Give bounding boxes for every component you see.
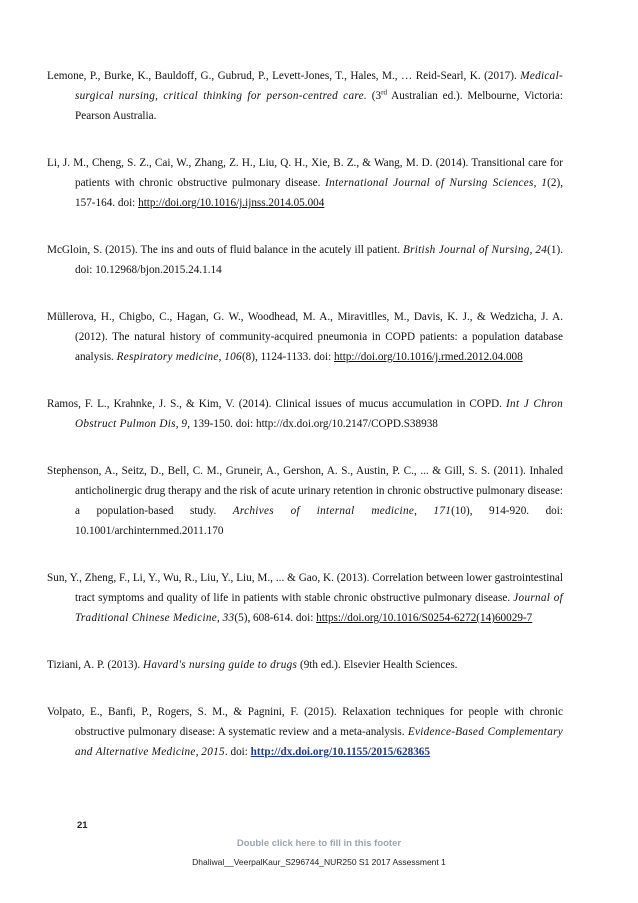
- reference-entry: Volpato, E., Banfi, P., Rogers, S. M., & Pagnini, F. (2015). Relaxation techniques for people with chronic obstructive pulmonary disease: A systematic review and a meta-analysis. Evidence-Based Complementary and Alternative Medicine, 2015. doi: http://dx.doi.org/10.1155/2015/628365: [47, 706, 564, 758]
- reference-entry: Stephenson, A., Seitz, D., Bell, C. M., Gruneir, A., Gershon, A. S., Austin, P. C., ... & Gill, S. S. (2011). Inhaled anticholinergic drug therapy and the risk of acute urinary retention in chronic obstructive pulmonary disease: a population-based study. Archives of internal medicine, 171(10), 914-920. doi: 10.1001/archinternmed.2011.170: [47, 465, 563, 537]
- reference-entry: Tiziani, A. P. (2013). Havard's nursing guide to drugs (9th ed.). Elsevier Health Sciences.: [47, 659, 458, 671]
- reference-entry: Lemone, P., Burke, K., Bauldoff, G., Gubrud, P., Levett-Jones, T., Hales, M., … Reid-Searl, K. (2017). Medical-surgical nursing, critical thinking for person-centred care. (3rd Australian ed.). Melbourne, Victoria: Pearson Australia.: [47, 70, 563, 122]
- doi-link[interactable]: http://doi.org/10.1016/j.rmed.2012.04.008: [334, 351, 523, 363]
- reference-list: [47, 66, 563, 789]
- reference-entry: Li, J. M., Cheng, S. Z., Cai, W., Zhang, Z. H., Liu, Q. H., Xie, B. Z., & Wang, M. D. (2014). Transitional care for patients with chronic obstructive pulmonary disease. International Journal of Nursing Sciences, 1(2), 157-164. doi: http://doi.org/10.1016/j.ijnss.2014.05.004: [47, 157, 563, 209]
- reference-entry: McGloin, S. (2015). The ins and outs of fluid balance in the acutely ill patient. British Journal of Nursing, 24(1). doi: 10.12968/bjon.2015.24.1.14: [47, 244, 563, 276]
- footer-text: Dhaliwal__VeerpalKaur_S296744_NUR250 S1 2017 Assessment 1: [192, 857, 446, 867]
- doi-link[interactable]: http://doi.org/10.1016/j.ijnss.2014.05.004: [138, 197, 325, 209]
- doi-link[interactable]: https://doi.org/10.1016/S0254-6272(14)60029-7: [316, 612, 533, 624]
- reference-entry: Müllerova, H., Chigbo, C., Hagan, G. W., Woodhead, M. A., Miravitlles, M., Davis, K. J., & Wedzicha, J. A. (2012). The natural history of community-acquired pneumonia in COPD patients: a population database analysis. Respiratory medicine, 106(8), 1124-1133. doi: http://doi.org/10.1016/j.rmed.2012.04.008: [47, 311, 563, 363]
- reference-entry: Ramos, F. L., Krahnke, J. S., & Kim, V. (2014). Clinical issues of mucus accumulation in COPD. Int J Chron Obstruct Pulmon Dis, 9, 139-150. doi: http://dx.doi.org/10.2147/COPD.S38938: [47, 398, 563, 430]
- doi-link[interactable]: http://dx.doi.org/10.1155/2015/628365: [250, 746, 430, 758]
- page-number: 21: [77, 820, 88, 831]
- footer-placeholder[interactable]: Double click here to fill in this footer: [236, 838, 402, 849]
- reference-entry: Sun, Y., Zheng, F., Li, Y., Wu, R., Liu, Y., Liu, M., ... & Gao, K. (2013). Correlation between lower gastrointestinal tract symptoms and quality of life in patients with stable chronic obstructive pulmonary disease. Journal of Traditional Chinese Medicine, 33(5), 608-614. doi: https://doi.org/10.1016/S0254-6272(14)60029-7: [47, 572, 563, 624]
